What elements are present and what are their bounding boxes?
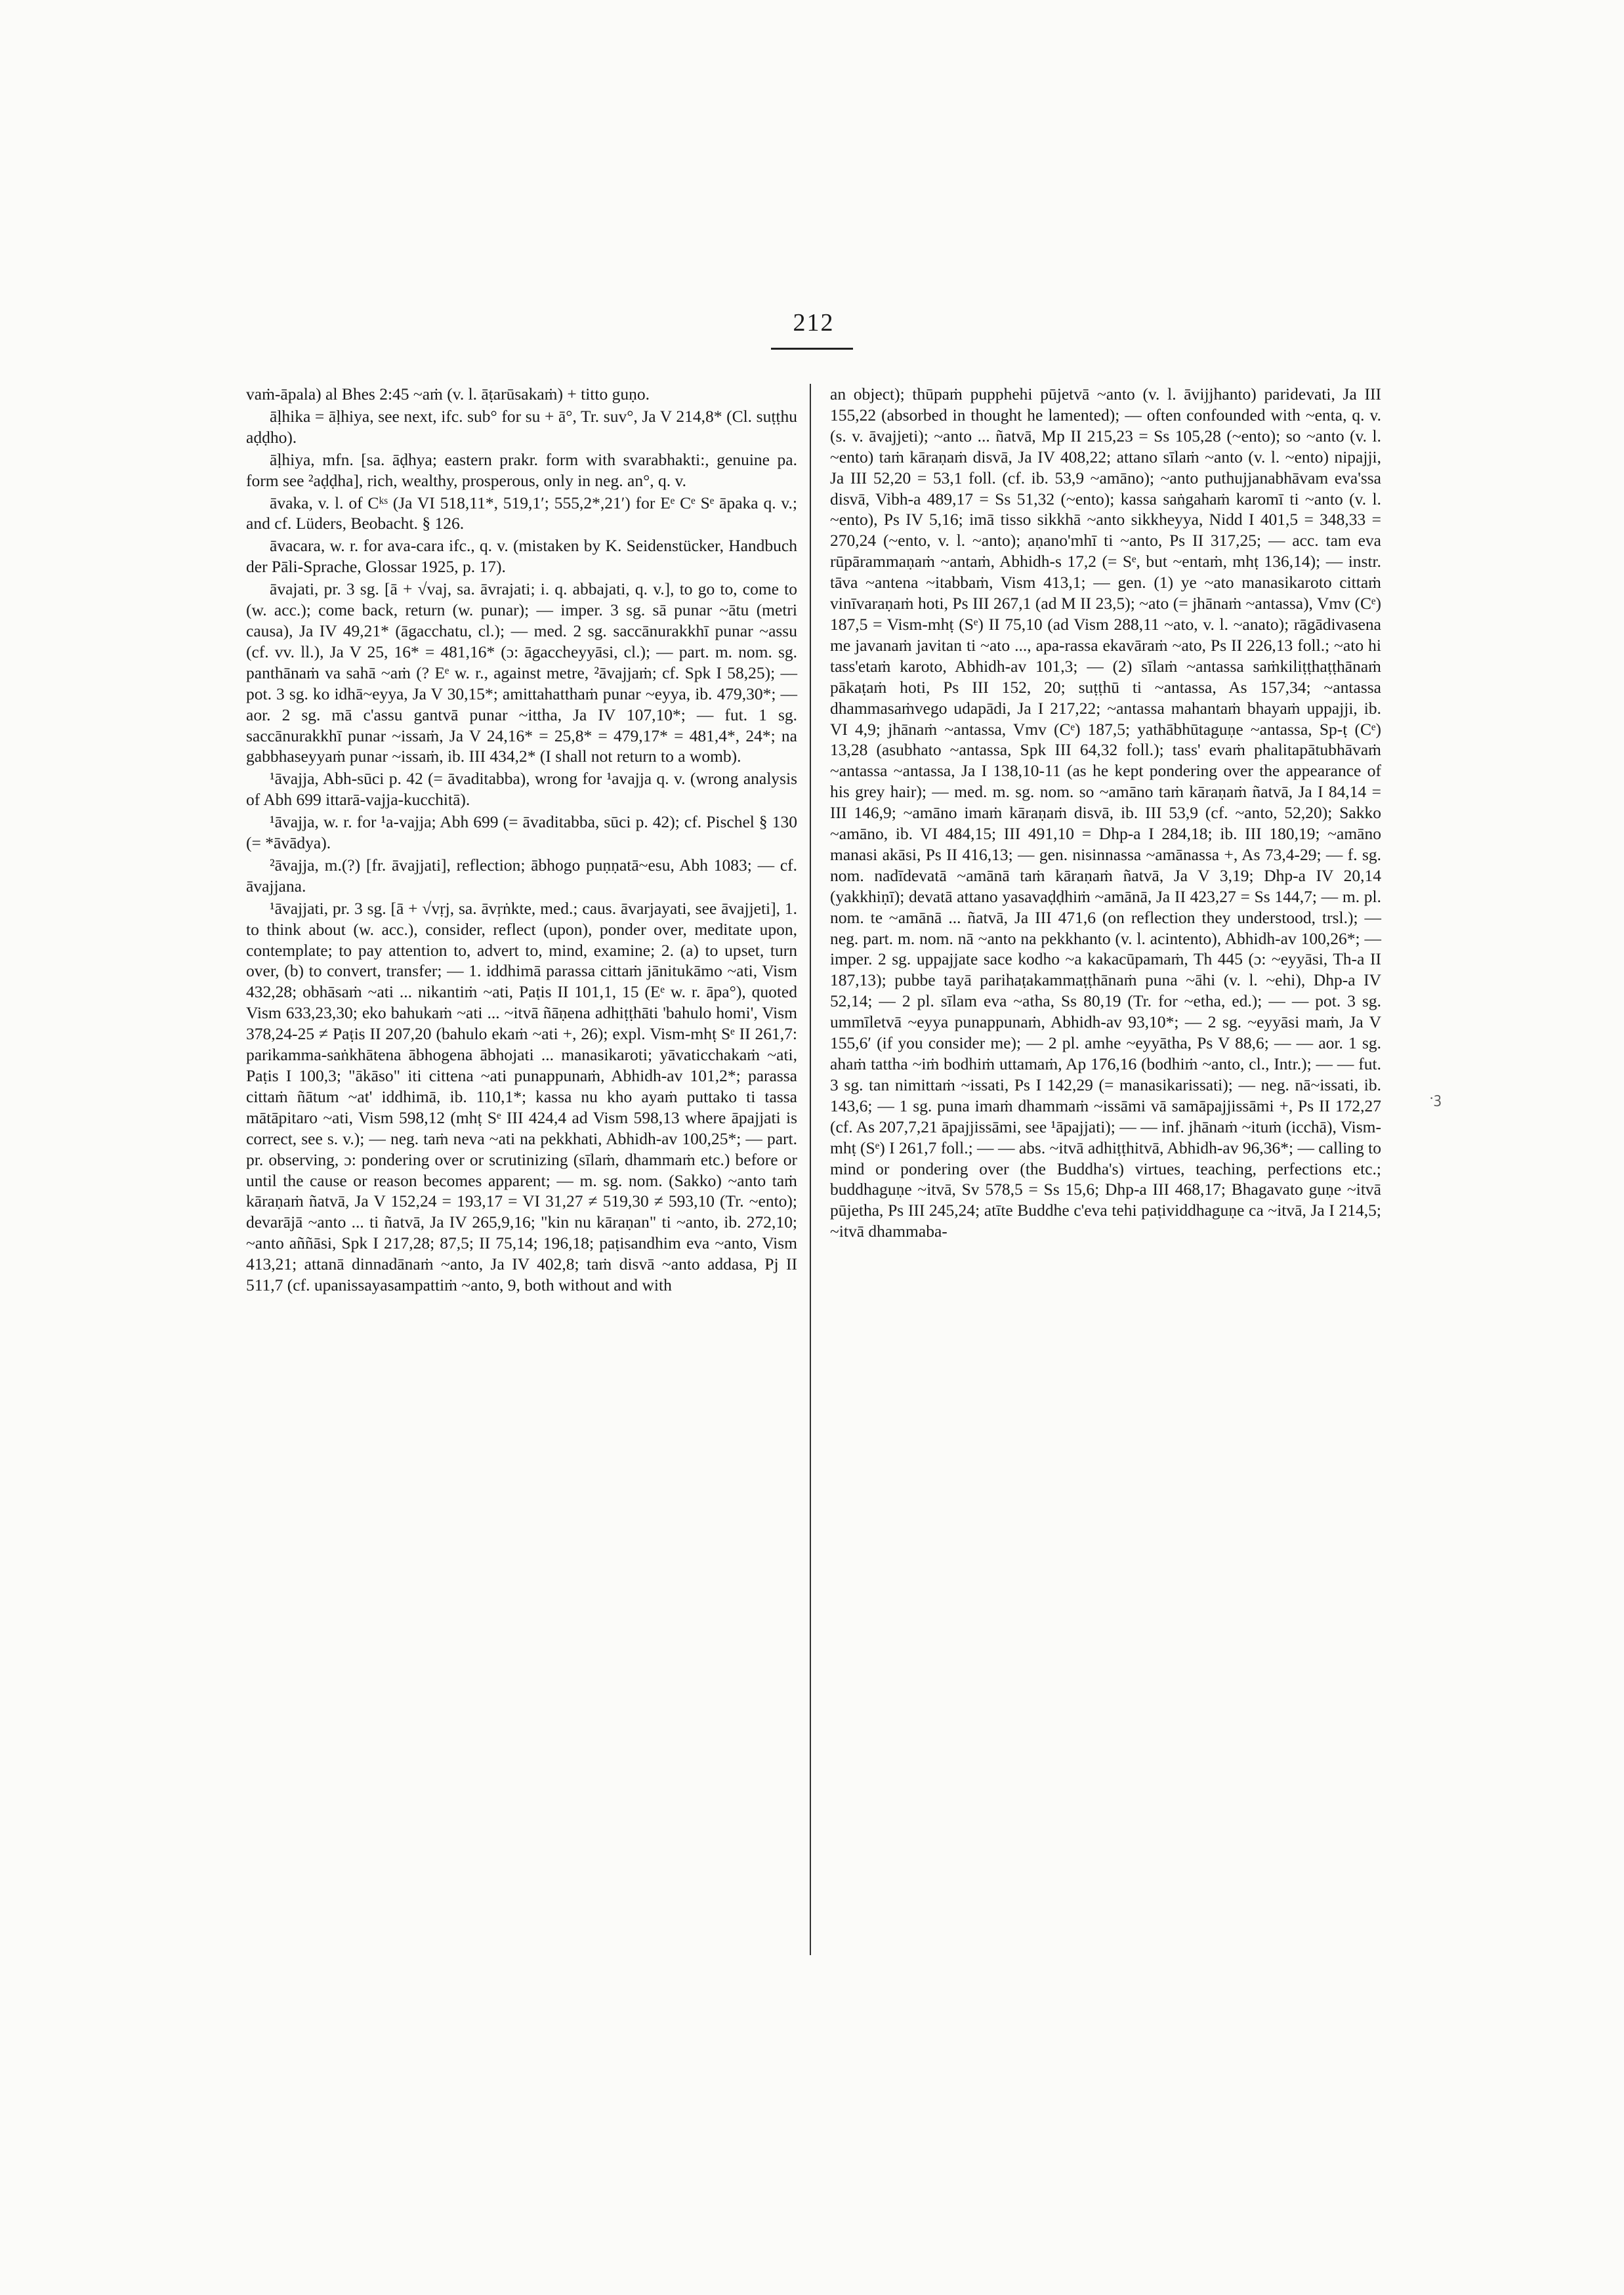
- dictionary-entry: an object); thūpaṁ pupphehi pūjetvā ~anto (v. l. āvijjhanto) paridevati, Ja III 155,22 (absorbed in thought he lamented); — often confounded with ~enta, q. v. (s. v. āvajjeti); ~anto ... ñatvā, Mp II 215,23 = Ss 105,28 (~ento); so ~anto (v. l. ~ento) taṁ kāraṇaṁ disvā, Ja IV 408,22; attano sīlaṁ ~anto (v. l. ~ento) nipajji, Ja III 52,20 = 53,1 foll. (cf. ib. 53,9 ~amāno); ~anto puthujjanabhāvam eva'ssa disvā, Vibh-a 489,17 = Ss 51,32 (~ento); kassa saṅgahaṁ karomī ti ~anto (v. l. ~ento), Ps IV 5,16; imā tisso sikkhā ~anto sikkheyya, Nidd I 401,5 = 348,33 = 270,24 (~ento, v. l. ~anto); aṇano'mhī ti ~anto, Ps II 317,25; — acc. tam eva rūpārammaṇaṁ ~antaṁ, Abhidh-s 17,2 (= Sᵉ, but ~entaṁ, mhṭ 136,14); — instr. tāva ~antena ~itabbaṁ, Vism 413,1; — gen. (1) ye ~ato manasikaroto cittaṁ vinīvaraṇaṁ hoti, Ps III 267,1 (ad M II 23,5); ~ato (= jhānaṁ ~antassa), Vmv (Cᵉ) 187,5 = Vism-mhṭ (Sᵉ) II 75,10 (ad Vism 288,11 ~ato, v. l. ~anato); rāgādivasena me javanaṁ javitan ti ~ato ..., apa-rassa ekavāraṁ ~ato, Ps II 226,13 foll.; ~ato hi tass'etaṁ karoto, Abhidh-av 101,3; — (2) sīlaṁ ~antassa saṁkiliṭṭhaṭṭhānaṁ pākaṭaṁ hoti, Ps III 152, 20; suṭṭhū ti ~antassa, As 157,34; ~antassa dhammasaṁvego udapādi, Ja I 217,22; ~antassa mahantaṁ bhayaṁ uppajji, ib. VI 4,9; jhānaṁ ~antassa, Vmv (Cᵉ) 187,5; yathābhūtaguṇe ~antassa, Sp-ṭ (Cᵉ) 13,28 (asubhato ~antassa, Spk III 64,32 foll.); tass' evaṁ phalitapātubhāvaṁ ~antassa ~antassa, Ja I 138,10-11 (as he kept pondering over the appearance of his grey hair); — med. m. sg. nom. so ~amāno taṁ kāraṇaṁ ñatvā, Ja I 84,14 = III 146,9; ~amāno imaṁ kāraṇaṁ disvā, ib. III 53,9 (cf. ~anto, 52,20); Sakko ~amāno, ib. VI 484,15; III 491,10 = Dhp-a I 284,18; ib. III 180,19; ~amāno manasi akāsi, Ps II 416,13; — gen. nisinnassa ~amānassa +, As 73,4-29; — f. sg. nom. nadīdevatā ~amānā taṁ kāraṇaṁ ñatvā, Ja V 3,19; Dhp-a IV 20,14 (yakkhiṇī); devatā attano yasavaḍḍhiṁ ~amānā, Ja II 423,27 = Ss 144,7; — m. pl. nom. te ~amānā ... ñatvā, Ja III 471,6 (on reflection they understood, trsl.); — neg. part. m. nom. nā ~anto na pekkhanto (v. l. acintento), Abhidh-av 100,26*; — imper. 2 sg. uppajjate sace kodho ~a kakacūpamaṁ, Th 445 (ɔ: ~eyyāsi, Th-a II 187,13); pubbe tayā parihaṭakammaṭṭhānaṁ puna ~āhi (v. l. ~ehi), Dhp-a IV 52,14; — 2 pl. sīlam eva ~atha, Ss 80,19 (Tr. for ~etha, ed.); — — pot. 3 sg. ummīletvā ~eyya punappunaṁ, Abhidh-av 93,10*; — 2 sg. ~eyyāsi maṁ, Ja V 155,6′ (if you consider me); — 2 pl. amhe ~eyyātha, Ps V 88,6; — — aor. 1 sg. ahaṁ tattha ~iṁ bodhiṁ uttamaṁ, Ap 176,16 (bodhiṁ ~anto, cl., Intr.); — — fut. 3 sg. tan nimittaṁ ~issati, Ps I 142,29 (= manasikarissati); — neg. nā~issati, ib. 143,6; — 1 sg. puna imaṁ dhammaṁ ~issāmi vā samāpajjissāmi +, Ps II 172,27 (cf. As 207,7,21 āpajjissāmi, see ¹āpajjati); — — inf. jhānaṁ ~ituṁ (icchā), Vism-mhṭ (Sᵉ) I 261,7 foll.; — — abs. ~itvā adhiṭṭhitvā, Abhidh-av 96,36*; — calling to mind or pondering over (the Buddha's) virtues, teaching, perfections etc.; buddhaguṇe ~itvā, Sv 578,5 = Ss 15,6; Dhp-a III 468,17; Bhagavato guṇe ~itvā pūjetha, Ps III 245,24; atīte Buddhe c'eva tehi paṭividdhaguṇe ca ~itvā, Ja I 214,5; ~itvā dhammaba-: [830, 384, 1381, 1241]
- dictionary-entry: ¹āvajja, Abh-sūci p. 42 (= āvaditabba), wrong for ¹avajja q. v. (wrong analysis of Abh 699 ittarā-vajja-kucchitā).: [246, 769, 797, 810]
- margin-mark: ·ꝫ: [1429, 1090, 1442, 1106]
- dictionary-entry: āvacara, w. r. for ava-cara ifc., q. v. (mistaken by K. Seidenstücker, Handbuch der Pāli-Sprache, Glossar 1925, p. 17).: [246, 536, 797, 577]
- header-rule: [771, 348, 853, 350]
- page-number: 212: [793, 309, 835, 337]
- dictionary-entry: āḷhika = āḷhiya, see next, ifc. sub° for su + ā°, Tr. suv°, Ja V 214,8* (Cl. suṭṭhu aḍḍho).: [246, 406, 797, 447]
- dictionary-entry: āvajati, pr. 3 sg. [ā + √vaj, sa. āvrajati; i. q. abbajati, q. v.], to go to, come to (w. acc.); come back, return (w. punar); — imper. 3 sg. sā punar ~ātu (metri causa), Ja IV 49,21* (āgacchatu, cl.); — med. 2 sg. saccānurakkhī punar ~assu (cf. vv. ll.), Ja V 25, 16* = 481,16* (ɔ: āgaccheyyāsi, cl.); — part. m. nom. sg. panthānaṁ va sahā ~aṁ (? Eᵉ w. r., against metre, ²āvajjaṁ; cf. Spk I 58,25); — pot. 3 sg. ko idhā~eyya, Ja V 30,15*; amittahatthaṁ punar ~eyya, ib. 479,30*; — aor. 2 sg. mā c'assu gantvā punar ~ittha, Ja IV 107,10*; — fut. 1 sg. saccānurakkhī punar ~issaṁ, Ja V 24,16* = 25,8* = 479,17* = 481,4*, 24*; na gabbhaseyyaṁ punar ~issaṁ, ib. III 434,2* (I shall not return to a womb).: [246, 579, 797, 766]
- right-column: [830, 384, 1381, 1243]
- dictionary-entry: ¹āvajja, w. r. for ¹a-vajja; Abh 699 (= āvaditabba, sūci p. 42); cf. Pischel § 130 (= *āvādya).: [246, 812, 797, 853]
- dictionary-entry: āḷhiya, mfn. [sa. āḍhya; eastern prakr. form with svarabhakti:, genuine pa. form see ²aḍḍha], rich, wealthy, prosperous, only in neg. an°, q. v.: [246, 449, 797, 490]
- dictionary-entry: āvaka, v. l. of Cᵏˢ (Ja VI 518,11*, 519,1′; 555,2*,21′) for Eᵉ Cᵉ Sᵉ āpaka q. v.; and cf. Lüders, Beobacht. § 126.: [246, 493, 797, 533]
- dictionary-entry: vaṁ-āpala) al Bhes 2:45 ~aṁ (v. l. āṭarūsakaṁ) + titto guṇo.: [246, 384, 650, 403]
- left-column: [246, 384, 797, 1297]
- dictionary-entry: ²āvajja, m.(?) [fr. āvajjati], reflection; ābhogo puṇṇatā~esu, Abh 1083; — cf. āvajjana.: [246, 855, 797, 896]
- column-divider: [810, 384, 811, 1955]
- dictionary-entry: ¹āvajjati, pr. 3 sg. [ā + √vṛj, sa. āvṛṅkte, med.; caus. āvarjayati, see āvajjeti], 1. to think about (w. acc.), consider, reflect (upon), ponder over, meditate upon, contemplate; to pay attention to, advert to, mind, examine; 2. (a) to upset, turn over, (b) to convert, transfer; — 1. iddhimā parassa cittaṁ jānitukāmo ~ati, Vism 432,28; obhāsaṁ ~ati ... nikantiṁ ~ati, Paṭis II 101,1, 15 (Eᵉ w. r. āpa°), quoted Vism 633,23,30; eko bahukaṁ ~ati ... ~itvā ñāṇena adhiṭṭhāti 'bahulo homi', Vism 378,24-25 ≠ Paṭis II 207,20 (bahulo ekaṁ ~ati +, 26); expl. Vism-mhṭ Sᵉ II 261,7: parikamma-saṅkhātena ābhogena ābhojati ... manasikaroti; yāvaticchakaṁ ~ati, Paṭis I 100,3; "ākāso" iti cittena ~ati punappunaṁ, Abhidh-av 101,2*; parassa cittaṁ ñātum ~at' iddhimā, ib. 110,1*; kassa nu kho ayaṁ puttako ti tassa mātāpitaro ~ati, Vism 598,12 (mhṭ Sᵉ III 424,4 ad Vism 598,13 where āpajjati is correct, see s. v.); — neg. taṁ neva ~ati na pekkhati, Abhidh-av 100,25*; — part. pr. observing, ɔ: pondering over or scrutinizing (sīlaṁ, dhammaṁ etc.) before or until the cause or reason becomes apparent; — m. sg. nom. (Sakko) ~anto taṁ kāraṇaṁ ñatvā, Ja V 152,24 = 193,17 = VI 31,27 ≠ 519,30 ≠ 593,10 (Tr. ~ento); devarājā ~anto ... ti ñatvā, Ja IV 265,9,16; "kin nu kāraṇan" ti ~anto, ib. 272,10; ~anto aññāsi, Spk I 217,28; 87,5; II 75,14; 196,18; paṭisandhim eva ~anto, Vism 413,21; attanā dinnadānaṁ ~anto, Ja IV 402,8; taṁ disvā ~anto addasa, Pj II 511,7 (cf. upanissayasampattiṁ ~anto, 9, both without and with: [246, 898, 797, 1295]
